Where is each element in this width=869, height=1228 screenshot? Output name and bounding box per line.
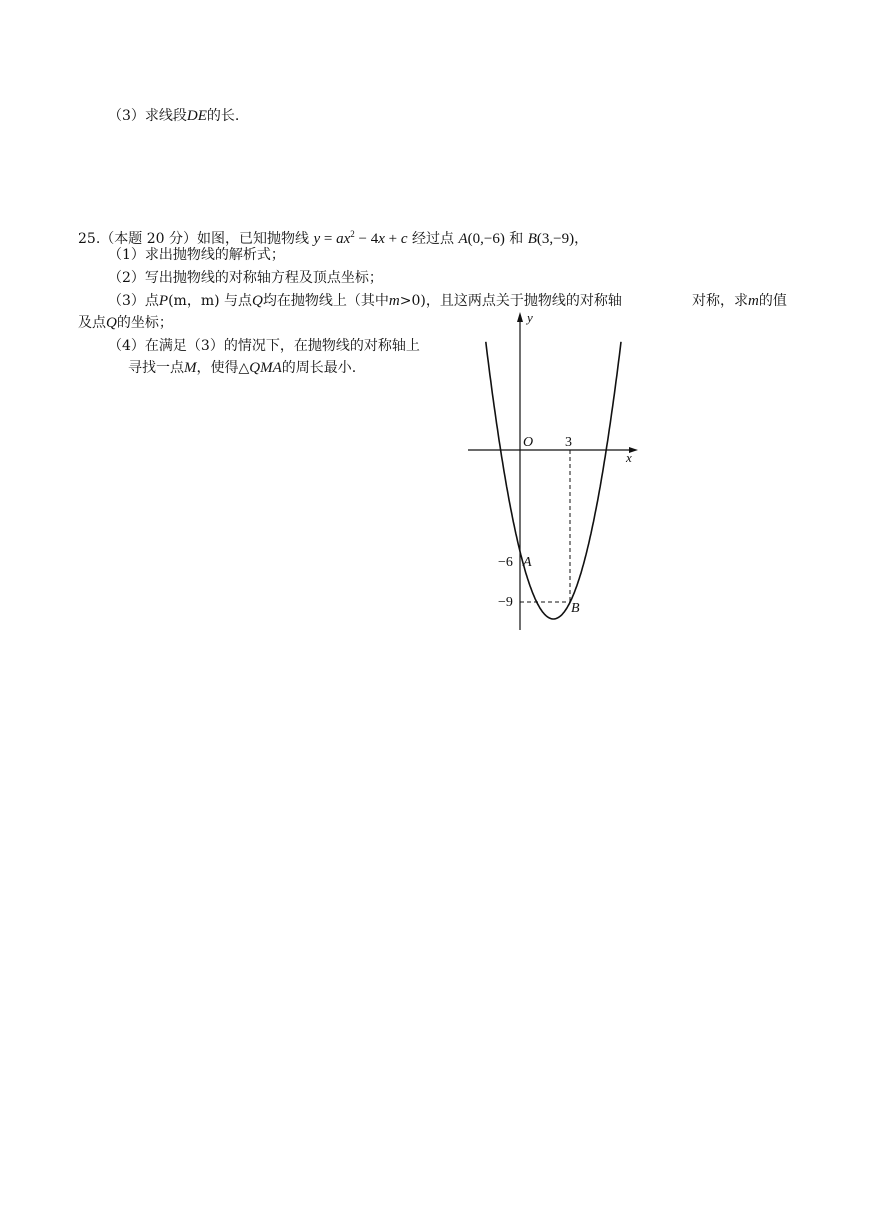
label-neg9: −9 xyxy=(498,595,513,610)
eq-minus4: − 4 xyxy=(354,231,379,247)
sub4-triangle-qma: QMA xyxy=(249,360,282,376)
q25-sub3-line2 xyxy=(78,313,173,333)
parabola-figure xyxy=(462,310,642,632)
q25-number: 25. xyxy=(78,231,101,247)
label-neg6: −6 xyxy=(498,555,513,570)
q25-intro-prefix: 如图，已知抛物线 xyxy=(196,231,309,247)
eq-x: x xyxy=(378,231,385,247)
prev-part3-prefix: （3）求线段 xyxy=(108,108,187,124)
sub3-text-b: (m，m) 与点 xyxy=(168,293,253,309)
parabola-graph xyxy=(462,310,642,632)
sub3-line2-text-b: 的坐标； xyxy=(116,315,173,331)
eq-ax: ax xyxy=(336,231,351,247)
sub4-text-b: ，使得△ xyxy=(196,360,250,376)
prev-question-part3 xyxy=(108,106,239,126)
sub4-text-a: 寻找一点 xyxy=(128,360,184,376)
q25-equation xyxy=(313,231,407,247)
q25-sub2: （2）写出抛物线的对称轴方程及顶点坐标； xyxy=(108,270,383,286)
label-point-a: A xyxy=(523,555,532,570)
label-point-b: B xyxy=(571,601,580,616)
q25-and: 和 xyxy=(509,231,524,247)
eq-y: y xyxy=(313,231,321,247)
sub4-text-c: 的周长最小. xyxy=(281,360,357,376)
sub3-text-e: 对称，求 xyxy=(692,293,748,309)
sub3-line2-point-q: Q xyxy=(106,315,117,331)
sub4-point-m: M xyxy=(184,360,197,376)
sub3-text-f: 的值 xyxy=(758,293,787,309)
point-b-name: B xyxy=(527,231,537,247)
label-y: y xyxy=(527,310,533,325)
sub3-text-d: >0)，且这两点关于抛物线的对称轴 xyxy=(399,293,622,309)
sub3-text-c: 均在抛物线上（其中 xyxy=(262,293,389,309)
q25-sub3-line1 xyxy=(108,291,622,311)
sub3-text-a: （3）点 xyxy=(108,293,159,309)
q25-point-a xyxy=(458,231,504,247)
point-b-coords: (3,−9) xyxy=(536,231,575,247)
q25-intro-mid: 经过点 xyxy=(411,231,454,247)
q25-sub4-line2 xyxy=(128,358,356,378)
eq-exponent: 2 xyxy=(350,229,355,239)
parabola-curve xyxy=(486,342,621,619)
point-a-coords: (0,−6) xyxy=(467,231,505,247)
label-origin: O xyxy=(523,435,534,450)
sub3-point-q: Q xyxy=(252,293,263,309)
sub3-line2-text-a: 及点 xyxy=(78,315,106,331)
q25-sub3-line1-end xyxy=(692,291,787,311)
q25-points: （本题 20 分） xyxy=(100,231,197,247)
label-x: x xyxy=(626,450,632,465)
eq-equals: = xyxy=(320,231,337,247)
prev-part3-var: DE xyxy=(186,108,207,124)
sub3-point-p: P xyxy=(158,293,169,309)
sub3-var-m: m xyxy=(388,293,400,309)
eq-plus: + xyxy=(384,231,401,247)
prev-part3-suffix: 的长. xyxy=(206,108,240,124)
y-axis-arrow xyxy=(517,312,523,322)
eq-c: c xyxy=(400,231,408,247)
q25-sub1: （1）求出抛物线的解析式； xyxy=(108,247,285,263)
q25-comma: ， xyxy=(574,231,589,247)
point-a-name: A xyxy=(458,231,468,247)
label-tick-3: 3 xyxy=(565,435,572,450)
sub3-var-m2: m xyxy=(748,293,759,309)
q25-point-b xyxy=(528,231,574,247)
q25-sub4-line1: （4）在满足（3）的情况下，在抛物线的对称轴上 xyxy=(108,338,420,354)
